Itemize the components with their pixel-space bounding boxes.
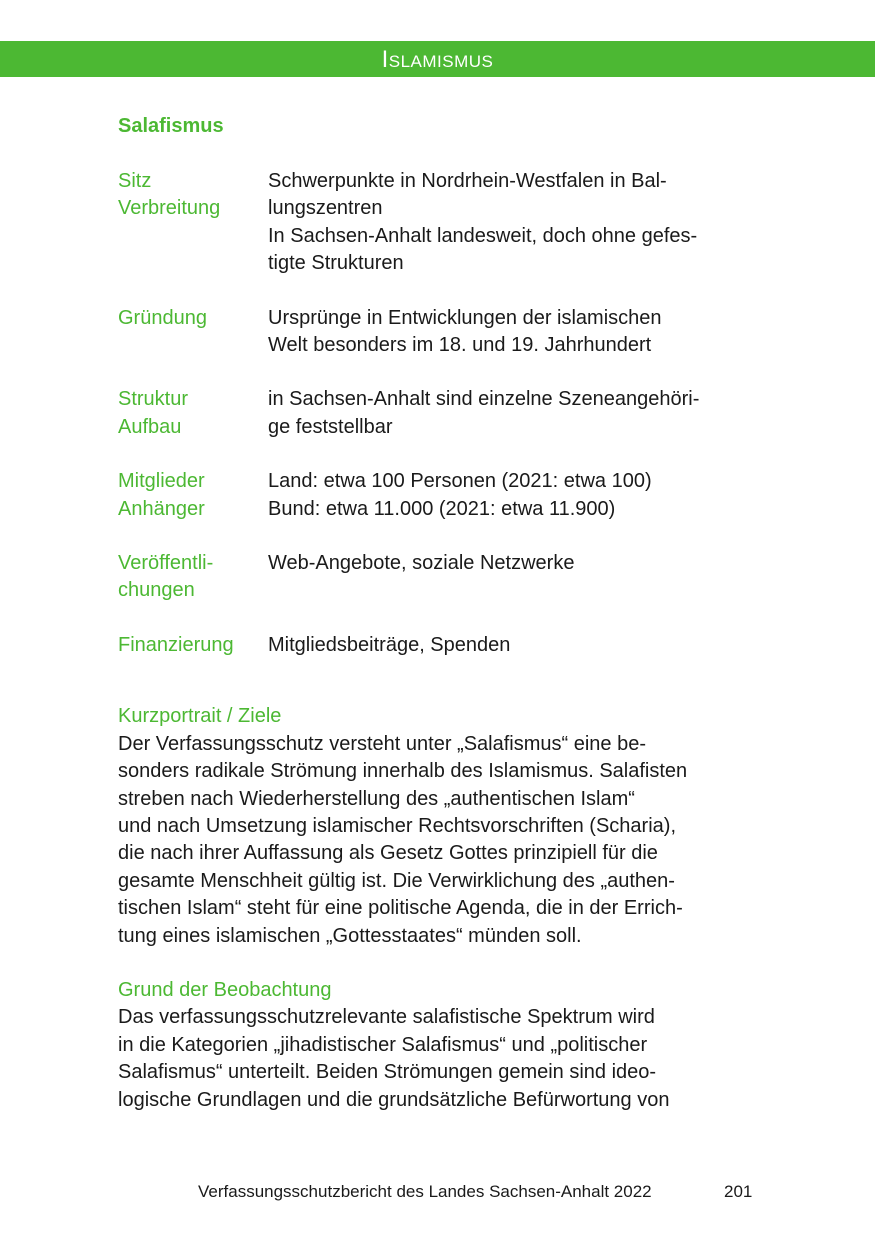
fact-value-line: Land: etwa 100 Personen (2021: etwa 100)	[268, 470, 652, 493]
fact-row	[118, 632, 768, 659]
fact-label	[118, 468, 268, 523]
fact-value-line: Web-Angebote, soziale Netzwerke	[268, 552, 575, 575]
fact-value	[268, 468, 768, 523]
kurzportrait-line: gesamte Menschheit gültig ist. Die Verwirklichung des „authen-	[118, 869, 675, 892]
kurzportrait-heading: Kurzportrait / Ziele	[118, 705, 282, 728]
fact-value	[268, 386, 768, 441]
fact-label-line: Finanzierung	[118, 633, 234, 656]
fact-row	[118, 550, 768, 605]
grund-line: logische Grundlagen und die grundsätzliche Befürwortung von	[118, 1088, 670, 1111]
grund-line: Das verfassungsschutzrelevante salafistische Spektrum wird	[118, 1006, 655, 1029]
fact-label-line: Aufbau	[118, 415, 182, 438]
fact-label-line: Gründung	[118, 306, 207, 329]
kurzportrait-line: tung eines islamischen „Gottesstaates“ münden soll.	[118, 924, 582, 947]
fact-value-line: ge feststellbar	[268, 415, 393, 438]
grund-section	[118, 977, 768, 1114]
fact-value	[268, 305, 768, 360]
fact-label-line: Anhänger	[118, 497, 205, 520]
fact-label-line: Veröffentli-	[118, 552, 214, 575]
kurzportrait-line: und nach Umsetzung islamischer Rechtsvorschriften (Scharia),	[118, 814, 676, 837]
fact-row	[118, 305, 768, 360]
kurzportrait-line: tischen Islam“ steht für eine politische Agenda, die in der Errich-	[118, 897, 683, 920]
fact-label	[118, 550, 268, 605]
grund-line: in die Kategorien „jihadistischer Salafismus“ und „politischer	[118, 1033, 648, 1056]
page-number: 201	[724, 1182, 753, 1201]
fact-row	[118, 386, 768, 441]
fact-label	[118, 168, 268, 278]
kurzportrait-line: sonders radikale Strömung innerhalb des Islamismus. Salafisten	[118, 760, 688, 783]
fact-label-line: Sitz	[118, 170, 152, 192]
fact-label-line: Struktur	[118, 388, 189, 411]
fact-value-line: Bund: etwa 11.000 (2021: etwa 11.900)	[268, 497, 616, 520]
fact-label	[118, 632, 268, 659]
fact-value-line: Ursprünge in Entwicklungen der islamischen	[268, 306, 662, 329]
grund-heading: Grund der Beobachtung	[118, 978, 332, 1001]
fact-value-line: tigte Strukturen	[268, 252, 404, 275]
fact-label-line: Mitglieder	[118, 470, 205, 493]
kurzportrait-section	[118, 703, 768, 950]
fact-value-line: Schwerpunkte in Nordrhein-Westfalen in Bal-	[268, 170, 667, 192]
chapter-title: Islamismus	[381, 46, 494, 73]
fact-value	[268, 550, 768, 605]
section-title: Salafismus	[118, 115, 224, 137]
fact-row	[118, 468, 768, 523]
fact-value-line: in Sachsen-Anhalt sind einzelne Szeneangehöri-	[268, 388, 700, 411]
fact-value	[268, 168, 768, 278]
fact-label-line: Verbreitung	[118, 197, 221, 220]
fact-label	[118, 386, 268, 441]
page-content	[118, 112, 768, 1114]
kurzportrait-line: streben nach Wiederherstellung des „authentischen Islam“	[118, 787, 635, 810]
fact-row	[118, 168, 768, 278]
fact-value	[268, 632, 768, 659]
fact-value-line: Mitgliedsbeiträge, Spenden	[268, 633, 511, 656]
fact-table	[118, 168, 768, 659]
fact-value-line: In Sachsen-Anhalt landesweit, doch ohne gefes-	[268, 224, 698, 247]
kurzportrait-line: Der Verfassungsschutz versteht unter „Salafismus“ eine be-	[118, 732, 647, 755]
fact-label-line: chungen	[118, 579, 195, 602]
fact-value-line: lungszentren	[268, 197, 383, 220]
fact-value-line: Welt besonders im 18. und 19. Jahrhundert	[268, 334, 652, 357]
fact-label	[118, 305, 268, 360]
grund-line: Salafismus“ unterteilt. Beiden Strömungen gemein sind ideo-	[118, 1061, 657, 1084]
footer-text: Verfassungsschutzbericht des Landes Sachsen-Anhalt 2022	[198, 1182, 652, 1201]
kurzportrait-line: die nach ihrer Auffassung als Gesetz Gottes prinzipiell für die	[118, 842, 658, 865]
